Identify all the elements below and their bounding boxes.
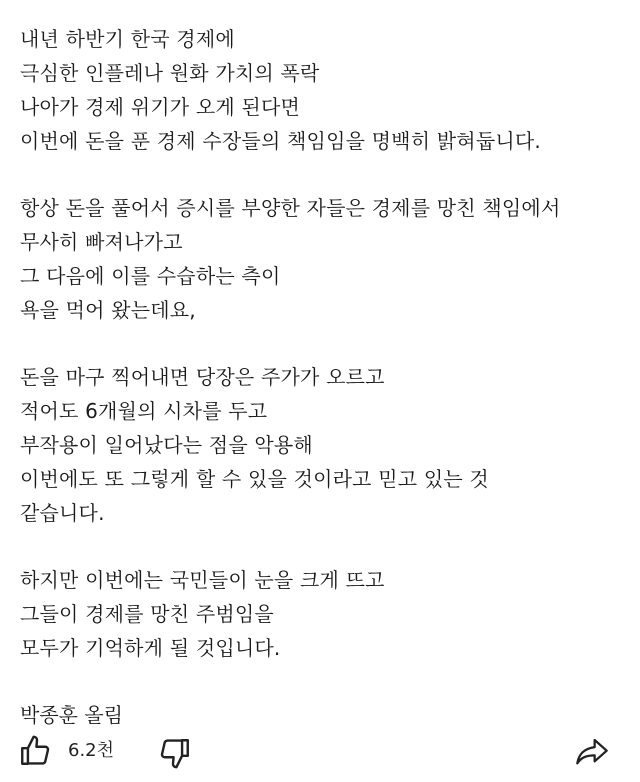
paragraph-gap: [20, 665, 630, 698]
post-line: 무사히 빠져나가고: [20, 230, 183, 254]
post-line: 같습니다.: [20, 501, 105, 525]
share-icon: [574, 736, 610, 768]
paragraph-gap: [20, 158, 630, 191]
dislike-button[interactable]: [158, 736, 192, 770]
like-count: 6.2천: [68, 740, 115, 761]
post-line: 부작용이 일어났다는 점을 악용해: [20, 433, 313, 457]
thumbs-up-icon: [18, 734, 52, 768]
post-line: 이번에도 또 그렇게 할 수 있을 것이라고 믿고 있는 것: [20, 467, 489, 491]
post-signature: 박종훈 올림: [20, 703, 123, 727]
post-body: [20, 22, 630, 732]
post-line: 하지만 이번에는 국민들이 눈을 크게 뜨고: [20, 568, 385, 592]
paragraph-gap: [20, 327, 630, 360]
post-line: 적어도 6개월의 시차를 두고: [20, 399, 268, 423]
paragraph-gap: [20, 530, 630, 563]
thumbs-down-icon: [158, 736, 192, 770]
like-button[interactable]: [18, 734, 52, 768]
post-line: 그 다음에 이를 수습하는 측이: [20, 264, 281, 288]
post-line: 이번에 돈을 푼 경제 수장들의 책임임을 명백히 밝혀둡니다.: [20, 129, 541, 153]
share-button[interactable]: [574, 736, 610, 768]
post-line: 항상 돈을 풀어서 증시를 부양한 자들은 경제를 망친 책임에서: [20, 196, 561, 220]
post-line: 욕을 먹어 왔는데요,: [20, 298, 196, 322]
post-line: 나아가 경제 위기가 오게 된다면: [20, 95, 300, 119]
post-line: 모두가 기억하게 될 것입니다.: [20, 636, 281, 660]
post-line: 내년 하반기 한국 경제에: [20, 27, 235, 51]
post-line: 극심한 인플레나 원화 가치의 폭락: [20, 61, 320, 85]
action-bar: [0, 726, 640, 776]
post-line: 그들이 경제를 망친 주범임을: [20, 602, 274, 626]
post-line: 돈을 마구 찍어내면 당장은 주가가 오르고: [20, 365, 385, 389]
